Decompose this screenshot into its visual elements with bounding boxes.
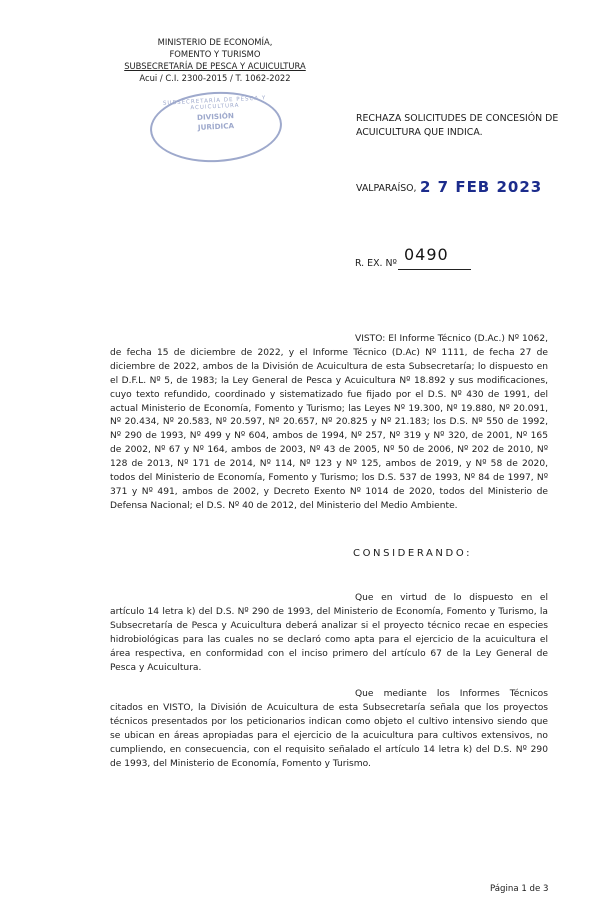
letterhead-reference: Acui / C.I. 2300-2015 / T. 1062-2022 bbox=[139, 73, 291, 83]
stamp-ring-text: SUBSECRETARÍA DE PESCA Y ACUICULTURA bbox=[162, 95, 267, 112]
letterhead-subsecretaria: SUBSECRETARÍA DE PESCA Y ACUICULTURA bbox=[124, 61, 306, 71]
division-juridica-stamp bbox=[148, 89, 283, 166]
letterhead bbox=[105, 36, 325, 84]
resolution-number: 0490 bbox=[404, 245, 449, 264]
considerando-1-text: Que en virtud de lo dispuesto en el artículo 14 letra k) del D.S. Nº 290 de 1993, del Ministerio de Economía, Fomento y Turismo, la Subsecretaría de Pesca y Acuicultura deberá analizar si el proyecto técnico recae en especies hidrobiológicas para las cuales no se declaró como apta para el ejercicio de la acuicultura el área respectiva, en conformidad con el inciso primero del artículo 67 de la Ley General de Pesca y Acuicultura. bbox=[110, 593, 548, 673]
stamp-line-2: JURÍDICA bbox=[197, 121, 235, 132]
date-stamp: 2 7 FEB 2023 bbox=[420, 178, 543, 196]
resolution-label: R. EX. Nº bbox=[355, 258, 397, 269]
letterhead-ministry: MINISTERIO DE ECONOMÍA, bbox=[157, 37, 273, 47]
visto-text: VISTO: El Informe Técnico (D.Ac.) Nº 1062, de fecha 15 de diciembre de 2022, y el Informe Técnico (D.Ac) Nº 1111, de fecha 27 de diciembre de 2022, ambos de la División de Acuicultura de esta Subsecretaría; lo dispuesto en el D.F.L. Nº 5, de 1983; la Ley General de Pesca y Acuicultura Nº 18.892 y sus modificaciones, cuyo texto refundido, coordinado y sistematizado fue fijado por el D.S. Nº 430 de 1991, del actual Ministerio de Economía, Fomento y Turismo; las Leyes Nº 19.300, Nº 19.880, Nº 20.091, Nº 20.434, Nº 20.583, Nº 20.597, Nº 20.657, Nº 20.825 y Nº 21.183; los D.S. Nº 550 de 1992, Nº 290 de 1993, Nº 499 y Nº 604, ambos de 1994, Nº 257, Nº 319 y Nº 320, de 2001, Nº 165 de 2002, Nº 67 y Nº 164, ambos de 2003, Nº 43 de 2005, Nº 50 de 2006, Nº 202 de 2010, Nº 128 de 2013, Nº 171 de 2014, Nº 114, Nº 123 y Nº 125, ambos de 2019, y Nº 58 de 2020, todos del Ministerio de Economía, Fomento y Turismo; los D.S. 537 de 1993, Nº 84 de 1997, Nº 371 y Nº 491, ambos de 2002, y Decreto Exento Nº 1014 de 2020, todos del Ministerio de Defensa Nacional; el D.S. Nº 40 de 2012, del Ministerio del Medio Ambiente. bbox=[110, 334, 548, 511]
considerando-2-text: Que mediante los Informes Técnicos citados en VISTO, la División de Acuicultura de esta Subsecretaría señala que los proyectos técnicos presentados por los peticionarios indican como objeto el cultivo intensivo siendo que se ubican en áreas apropiadas para el ejercicio de la acuicultura para cultivos extensivos, no cumpliendo, en consecuencia, con el requisito señalado el artículo 14 letra k) del D.S. Nº 290 de 1993, del Ministerio de Economía, Fomento y Turismo. bbox=[110, 689, 548, 769]
page-number: Página 1 de 3 bbox=[490, 884, 549, 894]
considerando-heading: CONSIDERANDO: bbox=[353, 548, 473, 559]
resolution-underline bbox=[398, 269, 471, 270]
letterhead-ministry-2: FOMENTO Y TURISMO bbox=[169, 49, 261, 59]
considerando-1 bbox=[110, 592, 548, 675]
document-subject: RECHAZA SOLICITUDES DE CONCESIÓN DE ACUICULTURA QUE INDICA. bbox=[356, 113, 559, 138]
considerando-2 bbox=[110, 688, 548, 771]
stamp-line-1: DIVISIÓN bbox=[196, 111, 235, 122]
visto-paragraph bbox=[110, 333, 548, 514]
place-label: VALPARAÍSO, bbox=[356, 183, 417, 194]
